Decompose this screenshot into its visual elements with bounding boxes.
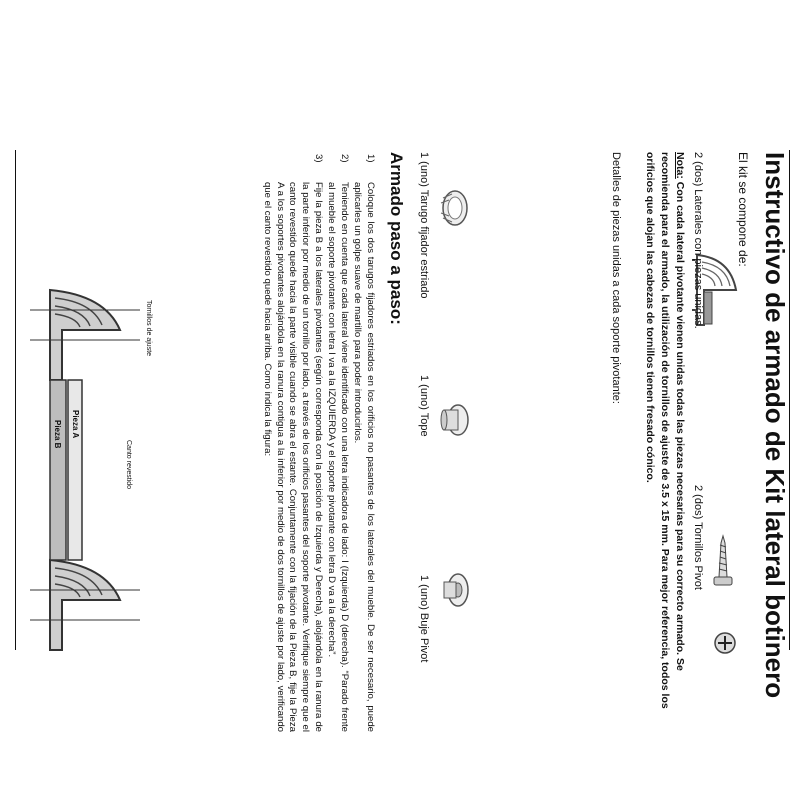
screw-icon [710,533,736,593]
piece-b-drawing [50,380,66,560]
piece-a-drawing [68,380,82,560]
step-text: Teniendo en cuenta que cada lateral viene identificado con una letra indicadora de lado: I (Izquierda) D (derecha). “Parado frente al mueble el soporte pivotante con letra I va a la IZQUIERDA y el soporte pivotante con letra D va a la derecha”. [326,182,350,732]
step-item [351,152,376,732]
parts-row [410,150,470,780]
label-canto-revestido: Canto revestido [125,440,132,490]
step-number: 2) [338,154,350,163]
assembly-figure [20,270,200,670]
part-label-buje: 1 (uno) Buje Pivot [418,575,430,663]
assembly-heading: Armado paso a paso: [387,152,406,325]
page-title: Instructivo de armado de Kit lateral botinero [760,152,790,699]
label-tornillos-ajuste: Tornillos de ajuste [145,300,152,357]
note-prefix: Nota: [674,152,686,179]
assembly-note [642,152,687,722]
step-text: Fije la pieza B a los laterales pivotantes (según corresponda con la posición de Izquierda y Derecha), alojándola en la ranura de la parte inferior por medio de un tornillo por lado, a través de los orificios pasantes del soporte pivotante. Verifique siempre que el canto revestido quede hacia la parte visible cuando se abra el estante. Conjuntamente con la fijación de la Pieza B, fije la Pieza A a los soportes pivotantes alojándola en la ranura contigua a la inferior por medio de dos tornillos de ajuste por lado, verificando que el canto revestido quede hacia arriba. Como indica la figura: [262,182,324,732]
dowel-icon [440,188,470,228]
steps-list [260,152,376,732]
step-item [261,152,324,732]
note-text: Con cada lateral pivotante vienen unidas todas las piezas necesarias para su correcto armado. Se recomienda para el armado, la utilización de tornillos de ajuste de 3.5 x 15 mm. Para mejor referencia, todos los orificios que alojan las cabezas de tornillos tienen fresado cónico. [644,152,686,709]
part-label-tope: 1 (uno) Tope [418,375,430,437]
step-text: Coloque los dos tarugos fijadores estriados en los orificios no pasantes de los laterales del mueble. De ser necesario, puede aplicarles un golpe suave de martillo para poder introducirlos. [352,182,376,732]
step-number: 3) [312,154,324,163]
left-bracket-drawing [50,290,120,380]
component-label-tornillos: 2 (dos) Tornillos Pivot [692,485,704,590]
stopper-icon [440,400,470,440]
part-label-tarugo: 1 (uno) Tarugo fijador estriado [418,152,430,299]
kit-components-section [600,150,790,780]
component-label-laterales: 2 (dos) Laterales con piezas unidas. [692,152,704,329]
label-pieza-b: Pieza B [53,420,62,449]
right-bracket-drawing [50,560,120,650]
bushing-icon [440,570,470,610]
step-item [325,152,350,732]
step-number: 1) [365,154,376,163]
details-heading: Detalles de piezas unidas a cada soporte pivotante: [610,152,622,404]
phillips-head-icon [712,630,738,656]
label-pieza-a: Pieza A [71,410,80,439]
assembly-section [10,150,410,780]
kit-intro: El kit se compone de: [736,152,750,267]
